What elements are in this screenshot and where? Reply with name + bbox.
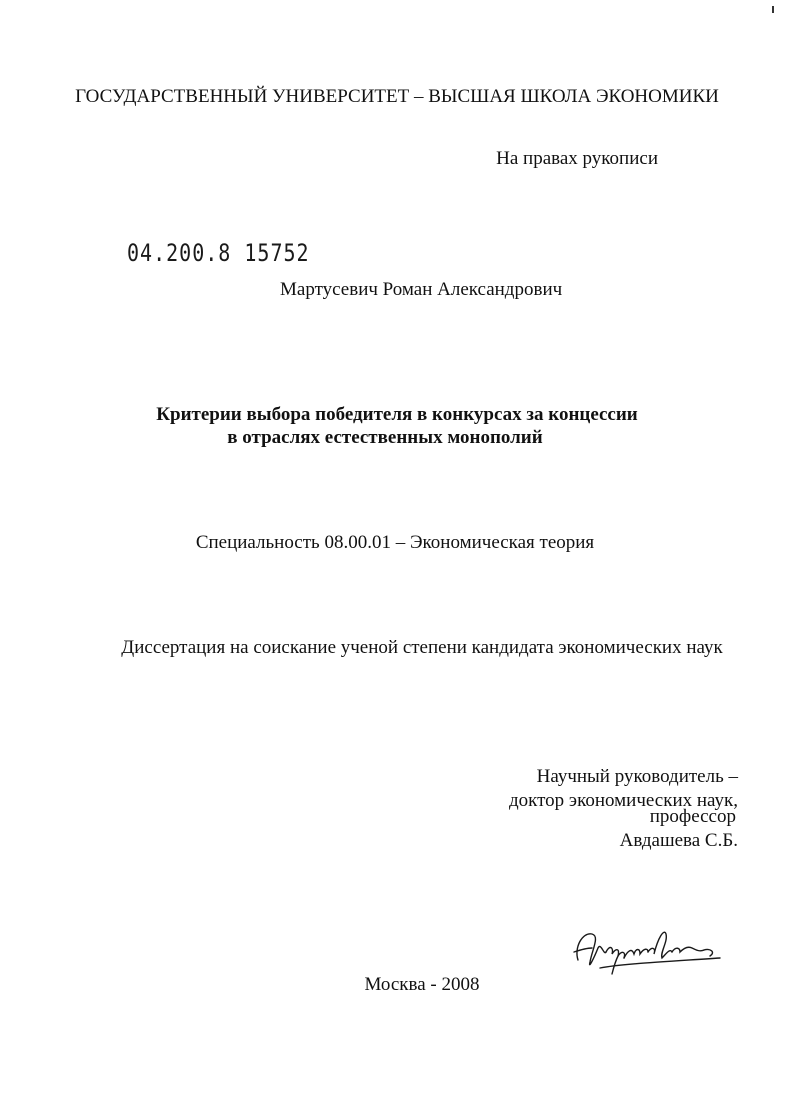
scan-mark — [772, 6, 774, 13]
city-year: Москва - 2008 — [364, 974, 480, 995]
institution-heading: ГОСУДАРСТВЕННЫЙ УНИВЕРСИТЕТ – ВЫСШАЯ ШКОЛА ЭКОНОМИКИ — [75, 86, 719, 107]
archive-number: 04.200.8 15752 — [127, 238, 310, 267]
dissertation-title-line1: Критерии выбора победителя в конкурсах за концессии — [156, 404, 638, 425]
rights-notice: На правах рукописи — [496, 148, 658, 169]
degree-line: Диссертация на соискание ученой степени кандидата экономических наук — [121, 637, 723, 658]
specialty-line: Специальность 08.00.01 – Экономическая теория — [195, 532, 595, 553]
dissertation-title-line2: в отраслях естественных монополий — [227, 427, 543, 448]
author-name: Мартусевич Роман Александрович — [280, 279, 563, 300]
advisor-degree: доктор экономических наук, — [508, 790, 738, 811]
handwritten-signature — [570, 918, 730, 980]
advisor-title: Научный руководитель – — [536, 766, 738, 787]
advisor-rank: профессор — [649, 806, 736, 827]
advisor-name: Авдашева С.Б. — [619, 830, 738, 851]
